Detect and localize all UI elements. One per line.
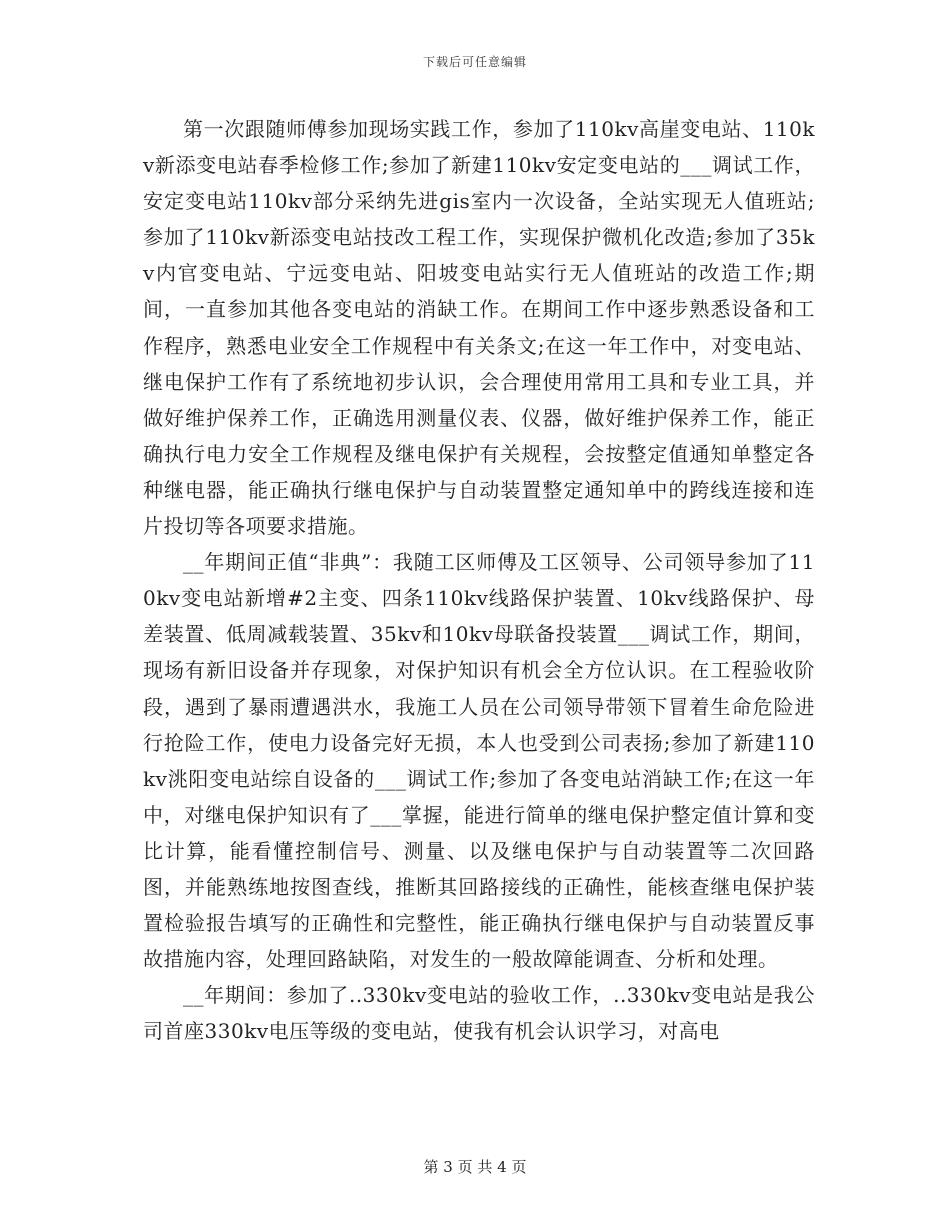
- paragraph-2: __年期间正值“非典”：我随工区师傅及工区领导、公司领导参加了110kv变电站新增#2主变、四条110kv线路保护装置、10kv线路保护、母差装置、低周减载装置、35kv和10kv母联备投装置___调试工作，期间，现场有新旧设备并存现象，对保护知识有机会全方位认识。在工程验收阶段，遇到了暴雨遭遇洪水，我施工人员在公司领导带领下冒着生命危险进行抢险工作，使电力设备完好无损，本人也受到公司表扬;参加了新建110kv洮阳变电站综自设备的___调试工作;参加了各变电站消缺工作;在这一年中，对继电保护知识有了___掌握，能进行简单的继电保护整定值计算和变比计算，能看懂控制信号、测量、以及继电保护与自动装置等二次回路图，并能熟练地按图查线，推断其回路接线的正确性，能核查继电保护装置检验报告填写的正确性和完整性，能正确执行继电保护与自动装置反事故措施内容，处理回路缺陷，对发生的一般故障能调查、分析和处理。: [143, 550, 815, 972]
- page-header: 下载后可任意编辑: [422, 55, 527, 69]
- paragraph-3: __年期间：参加了..330kv变电站的验收工作，..330kv变电站是我公司首座330kv电压等级的变电站，使我有机会认识学习，对高电: [143, 983, 815, 1044]
- document-body: [143, 111, 815, 1049]
- paragraph-1: 第一次跟随师傅参加现场实践工作，参加了110kv高崖变电站、110kv新添变电站春季检修工作;参加了新建110kv安定变电站的___调试工作，安定变电站110kv部分采纳先进gis室内一次设备，全站实现无人值班站;参加了110kv新添变电站技改工程工作，实现保护微机化改造;参加了35kv内官变电站、宁远变电站、阳坡变电站实行无人值班站的改造工作;期间，一直参加其他各变电站的消缺工作。在期间工作中逐步熟悉设备和工作程序，熟悉电业安全工作规程中有关条文;在这一年工作中，对变电站、继电保护工作有了系统地初步认识，会合理使用常用工具和专业工具，并做好维护保养工作，正确选用测量仪表、仪器，做好维护保养工作，能正确执行电力安全工作规程及继电保护有关规程，会按整定值通知单整定各种继电器，能正确执行继电保护与自动装置整定通知单中的跨线连接和连片投切等各项要求措施。: [143, 117, 815, 539]
- page-number-footer: 第 3 页 共 4 页: [423, 1158, 527, 1176]
